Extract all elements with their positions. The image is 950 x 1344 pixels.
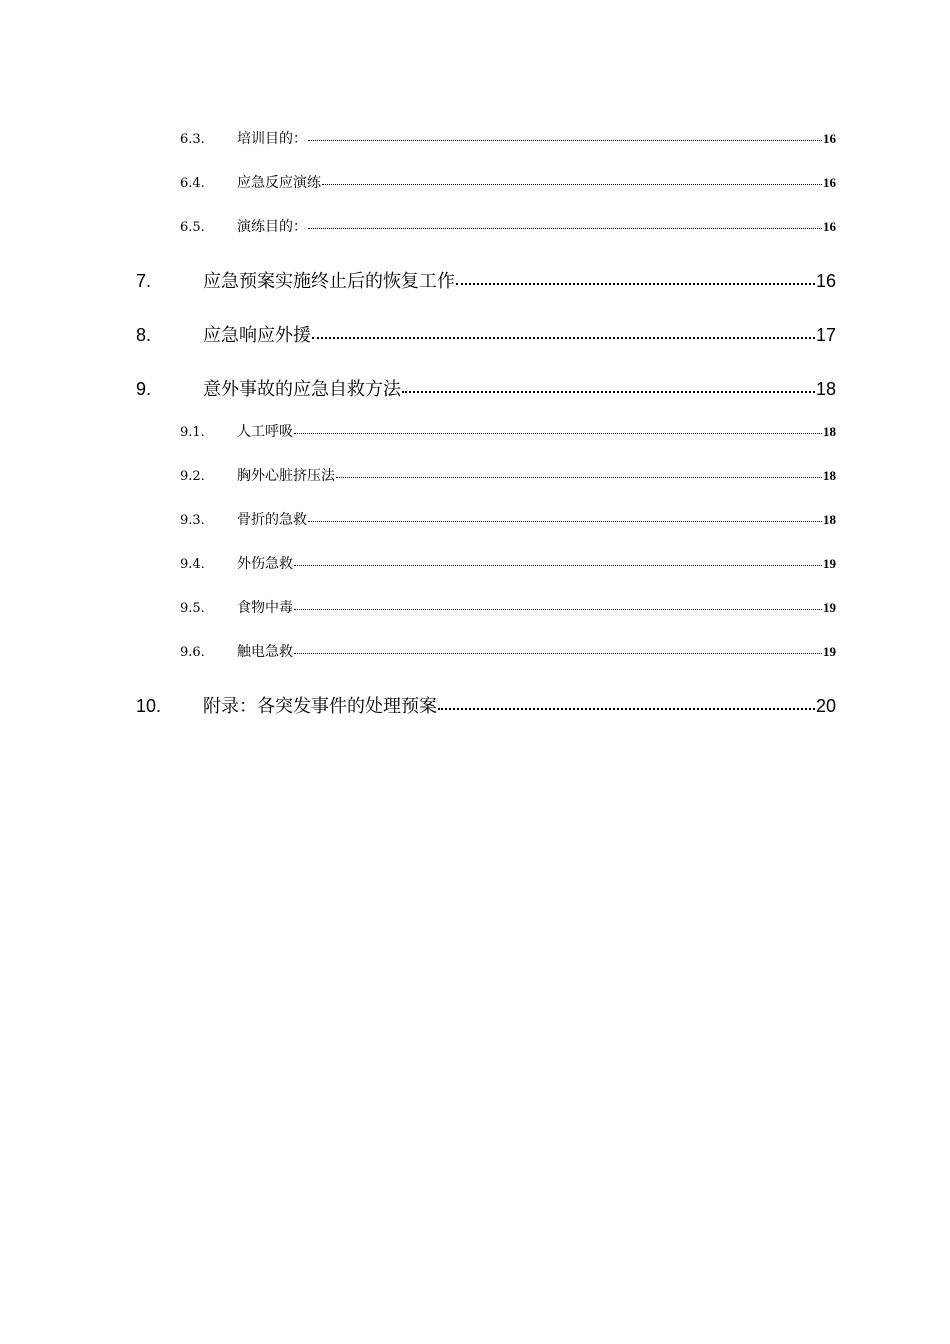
toc-entry-number: 9.4. xyxy=(180,557,205,572)
toc-entry-page: 20 xyxy=(815,696,836,716)
toc-entry-number: 9.2. xyxy=(180,469,205,484)
toc-dot-leader xyxy=(336,466,822,480)
toc-entry-title: 人工呼吸 xyxy=(237,424,293,440)
toc-entry-6-4[interactable] xyxy=(180,172,836,192)
toc-entry-7[interactable] xyxy=(136,267,836,293)
toc-dot-leader xyxy=(312,323,815,341)
toc-entry-page: 18 xyxy=(815,379,836,399)
toc-entry-number: 10. xyxy=(136,696,162,716)
toc-dot-leader xyxy=(308,217,822,231)
toc-entry-6-3[interactable] xyxy=(180,128,836,148)
toc-dot-leader xyxy=(322,173,822,187)
toc-entry-number: 6.4. xyxy=(180,176,205,191)
toc-entry-title: 演练目的： xyxy=(237,219,307,235)
toc-entry-page: 19 xyxy=(823,644,836,659)
toc-entry-page: 16 xyxy=(823,131,836,146)
toc-dot-leader xyxy=(456,269,815,287)
toc-entry-9-3[interactable] xyxy=(180,509,836,529)
toc-entry-number: 7. xyxy=(136,271,152,291)
toc-entry-page: 16 xyxy=(815,271,836,291)
toc-dot-leader xyxy=(294,554,822,568)
toc-entry-9-4[interactable] xyxy=(180,553,836,573)
toc-entry-title: 培训目的： xyxy=(237,131,307,147)
toc-entry-number: 9.6. xyxy=(180,645,205,660)
toc-entry-title: 应急预案实施终止后的恢复工作 xyxy=(203,271,455,292)
toc-entry-number: 8. xyxy=(136,325,152,345)
toc-entry-title: 胸外心脏挤压法 xyxy=(237,468,335,484)
toc-entry-number: 9.5. xyxy=(180,601,205,616)
toc-entry-9-5[interactable] xyxy=(180,597,836,617)
toc-entry-number: 9.3. xyxy=(180,513,205,528)
toc-dot-leader xyxy=(402,377,815,395)
toc-entry-title: 食物中毒 xyxy=(237,600,293,616)
toc-entry-title: 触电急救 xyxy=(237,644,293,660)
toc-entry-title: 骨折的急救 xyxy=(237,512,307,528)
toc-entry-title: 应急反应演练 xyxy=(237,175,321,191)
toc-entry-number: 9.1. xyxy=(180,425,205,440)
toc-dot-leader xyxy=(294,422,822,436)
toc-entry-title: 应急响应外援 xyxy=(203,325,311,346)
toc-entry-number: 6.3. xyxy=(180,132,205,147)
toc-entry-title: 附录：各突发事件的处理预案 xyxy=(203,696,437,717)
toc-entry-title: 外伤急救 xyxy=(237,556,293,572)
toc-entry-page: 19 xyxy=(823,600,836,615)
toc-entry-6-5[interactable] xyxy=(180,216,836,236)
toc-entry-page: 16 xyxy=(823,175,836,190)
toc-entry-page: 19 xyxy=(823,556,836,571)
toc-entry-page: 18 xyxy=(823,468,836,483)
toc-entry-9-2[interactable] xyxy=(180,465,836,485)
toc-entry-9-6[interactable] xyxy=(180,641,836,661)
toc-dot-leader xyxy=(294,642,822,656)
toc-entry-8[interactable] xyxy=(136,321,836,347)
toc-entry-page: 16 xyxy=(823,219,836,234)
toc-entry-page: 17 xyxy=(815,325,836,345)
toc-entry-9[interactable] xyxy=(136,375,836,401)
toc-dot-leader xyxy=(308,129,822,143)
toc-entry-page: 18 xyxy=(823,512,836,527)
toc-entry-page: 18 xyxy=(823,424,836,439)
toc-dot-leader xyxy=(294,598,822,612)
toc-entry-10[interactable] xyxy=(136,692,836,718)
toc-entry-number: 6.5. xyxy=(180,220,205,235)
toc-entry-9-1[interactable] xyxy=(180,421,836,441)
toc-dot-leader xyxy=(308,510,822,524)
toc-entry-title: 意外事故的应急自救方法 xyxy=(203,379,401,400)
toc-dot-leader xyxy=(438,694,815,712)
toc-entry-number: 9. xyxy=(136,379,152,399)
